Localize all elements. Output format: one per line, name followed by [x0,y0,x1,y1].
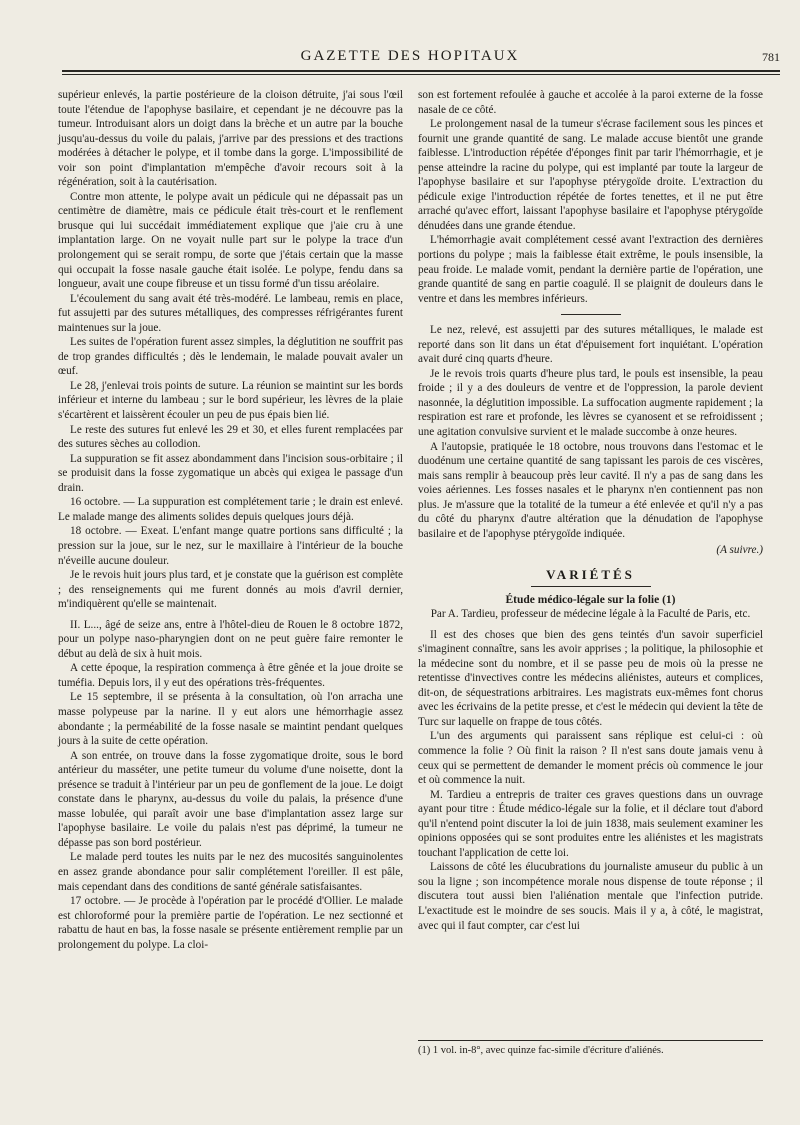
article-title: Étude médico-légale sur la folie (1) [505,593,676,606]
paragraph: L'hémorrhagie avait complétement cessé avant l'extraction des dernières portions du polype ; mais la faiblesse était extrême, le pouls insensible, la peau froide. Le malade vomit, pendant la dernière partie de l'opération, une grande quantité de sang en partie coagulé. Il se plaignit de douleurs dans le ventre et dans les membres inférieurs. [418,234,763,305]
paragraph: Le prolongement nasal de la tumeur s'écrase facilement sous les pinces et fournit une grande quantité de sang. Le malade accuse bientôt une grande faiblesse. L'introduction répétée d'éponges finit par tarir l'hémorrhagie, et je pense atteindre la racine du polype, qui est implanté par toute la largeur de l'apophyse basilaire et sur l'apophyse ptérygoïde droite. L'extraction du pédicule exige l'introduction répétée de fortes tenettes, et il ne put être arraché qu'avec effort, laissant l'apophyse basilaire et l'apophyse ptérygoïde dénudées dans une grande étendue. [418,118,763,232]
paragraph: Je le revois trois quarts d'heure plus tard, le pouls est insensible, la peau froide ; il y a des douleurs de ventre et de l'oppression, la parole devient nasonnée, la déglutition impossible. La suffocation augmente rapidement ; la respiration est rare et profonde, les lèvres se cyanosent et se refroidissent ; une agitation convulsive survient et le malade succombe à onze heures. [418,367,763,439]
running-title: GAZETTE DES HOPITAUX [300,48,520,64]
separator-rule [561,314,621,315]
paragraph: Contre mon attente, le polype avait un pédicule qui ne dépassait pas un centimètre de diamètre, mais ce pédicule était très-court et le renflement brusque qui lui succédait immédiatement explique que j'aie cru à une implantation large. On ne voyait nulle part sur le polype la trace d'un prolongement qui se serait rompu, de sorte que j'étais certain que la masse qui occupait la fosse nasale gauche était isolée. Le polype, fendu dans sa longueur, avait une coupe fibreuse et un tissu formé d'un tissu aréolaire. [58,190,403,291]
left-column [58,88,403,952]
paragraph: Laissons de côté les élucubrations du journaliste amuseur du public à un sou la ligne ; son incompétence morale nous dispense de toute réponse ; il discutera tout aussi bien l'aliénation mentale que l'infection putride. L'exactitude est le moindre de ses soucis. Mais il y a, à côté, le magistrat, avec qui il faut compter, car c'est lui [418,861,763,932]
paragraph: Il est des choses que bien des gens teintés d'un savoir superficiel s'imaginent connaître, sans les avoir apprises ; la politique, la philosophie et la médecine sont du nombre, et il se passe peu de mois où la presse ne retentisse d'invectives contre les médecins aliénistes, auteurs et complices, dit-on, de séquestrations arbitraires. Les magistrats eux-mêmes font chorus avec les écrivains de la petite presse, et c'est le médecin qui devient la tête de Turc sur laquelle on frappe de tous côtés. [418,628,763,728]
paragraph: supérieur enlevés, la partie postérieure de la cloison détruite, j'ai sous l'œil toute l'étendue de l'apophyse basilaire, et cependant je ne découvre pas la tumeur. Introduisant alors un doigt dans la brèche et un autre par la bouche jusqu'au-dessus du voile du palais, j'arrive par des pressions et des tractions modérées à détacher le polype, et il tombe dans la gorge. L'impossibilité de voir son point d'implantation m'empêche d'avoir recours soit à la régénération, soit à la cautérisation. [58,89,403,189]
paragraph: Je le revois huit jours plus tard, et je constate que la guérison est complète ; des renseignements qui me furent donnés au mois d'avril dernier, m'indiquèrent qu'elle se maintenait. [58,569,403,611]
paragraph: Le malade perd toutes les nuits par le nez des mucosités sanguinolentes en assez grande abondance pour salir complétement l'oreiller. Il est pâle, mais cependant dans des conditions de santé générale satisfaisantes. [58,851,403,893]
paragraph: II. L..., âgé de seize ans, entre à l'hôtel-dieu de Rouen le 8 octobre 1872, pour un polype naso-pharyngien dont on ne peut guère faire remonter le début au delà de six à huit mois. [58,618,403,660]
paragraph: A son entrée, on trouve dans la fosse zygomatique droite, sous le bord antérieur du masséter, une petite tumeur du volume d'une noisette, dont la présence se traduit à l'intérieur par un peu de gonflement de la joue. Le doigt constate dans le pharynx, au-dessus du voile du palais, la présence d'une masse lobulée, qui paraît avoir une base d'implantation assez large sur l'apophyse basilaire. Le voile du palais n'est pas déprimé, la tumeur ne dépasse pas son bord postérieur. [58,749,403,849]
paragraph: 16 octobre. — La suppuration est complétement tarie ; le drain est enlevé. Le malade mange des aliments solides depuis quelques jours déjà. [58,496,403,523]
paragraph: Le reste des sutures fut enlevé les 29 et 30, et elles furent remplacées par des sutures sèches au collodion. [58,423,403,451]
paragraph: M. Tardieu a entrepris de traiter ces graves questions dans un ouvrage ayant pour titre : Étude médico-légale sur la folie, et il déclare tout d'abord qu'il n'entend point discuter la loi de juin 1838, mais seulement examiner les opinions opposées qui se sont produites entre les aliénistes et les magistrats touchant l'application de cette loi. [418,788,763,859]
footnote-rule [418,1040,763,1041]
paragraph: Le 28, j'enlevai trois points de suture. La réunion se maintint sur les bords inférieur et interne du lambeau ; sur le bord supérieur, les lèvres de la plaie s'écartèrent et laissèrent écouler un peu de pus épais bien lié. [58,379,403,422]
right-column [418,88,763,933]
section-title: VARIÉTÉS [418,568,763,587]
paragraph: Le nez, relevé, est assujetti par des sutures métalliques, le malade est reporté dans son lit dans un état d'épuisement fort inquiétant. L'opération avait duré cinq quarts d'heure. [418,324,763,366]
to-be-continued: (A suivre.) [716,544,763,557]
paragraph: Le 15 septembre, il se présenta à la consultation, où l'on arracha une masse polypeuse par la narine. Il y eut alors une hémorrhagie assez abondante ; la perméabilité de la fosse nasale se maintint pendant quelques jours à la suite de cette opération. [58,691,403,748]
article-byline: Par A. Tardieu, professeur de médecine légale à la Faculté de Paris, etc. [430,608,751,621]
paragraph: A cette époque, la respiration commença à être gênée et la joue droite se tuméfia. Depuis lors, il y eut des opérations très-fréquentes. [58,662,403,689]
paragraph: L'écoulement du sang avait été très-modéré. Le lambeau, remis en place, fut assujetti par des sutures métalliques, des compresses réfrigérantes furent maintenues sur la joue. [58,292,403,334]
paragraph: 18 octobre. — Exeat. L'enfant mange quatre portions sans difficulté ; la pression sur la joue, sur le nez, sur le maxillaire à l'intérieur de la bouche n'éveille aucune douleur. [58,525,403,567]
paragraph: Les suites de l'opération furent assez simples, la déglutition ne souffrit pas de trop grandes difficultés ; dès le lendemain, le malade pouvait avaler un œuf. [58,336,403,378]
paragraph: La suppuration se fit assez abondamment dans l'incision sous-orbitaire ; il se produisit dans la fosse zygomatique un abcès qui exigea le passage d'un drain. [58,452,403,494]
paragraph: A l'autopsie, pratiquée le 18 octobre, nous trouvons dans l'estomac et le duodénum une certaine quantité de sang tapissant les parois de ces viscères, mais sans remplir à beaucoup près leur cavité. Il n'y a pas de sang dans les voies aériennes. Les fosses nasales et le pharynx n'en contiennent pas non plus. Je m'assure que la totalité de la tumeur a été enlevée et qu'il n'y a pas du côté du pharynx d'autre altération que la dénudation de l'apophyse basilaire et de l'apophyse ptérygoïde indiquée. [418,440,763,540]
page-number: 781 [762,50,780,64]
paragraph: 17 octobre. — Je procède à l'opération par le procédé d'Ollier. Le malade est chloroformé pour la première partie de l'opération. Le nez sectionné et rabattu de haut en bas, la fosse nasale se présente entièrement remplie par un prolongement du polype. La cloi- [58,895,403,951]
paragraph: L'un des arguments qui paraissent sans réplique est celui-ci : où commence la folie ? Où finit la raison ? Il n'est sans doute jamais venu à ceux qui se permettent de demander le moment précis où commence le jour et où commence la nuit. [418,730,763,787]
paragraph: son est fortement refoulée à gauche et accolée à la paroi externe de la fosse nasale de ce côté. [418,89,763,116]
page-header [40,44,780,70]
footnote: (1) 1 vol. in-8°, avec quinze fac-simile d'écriture d'aliénés. [418,1045,664,1056]
header-rule [62,70,780,75]
